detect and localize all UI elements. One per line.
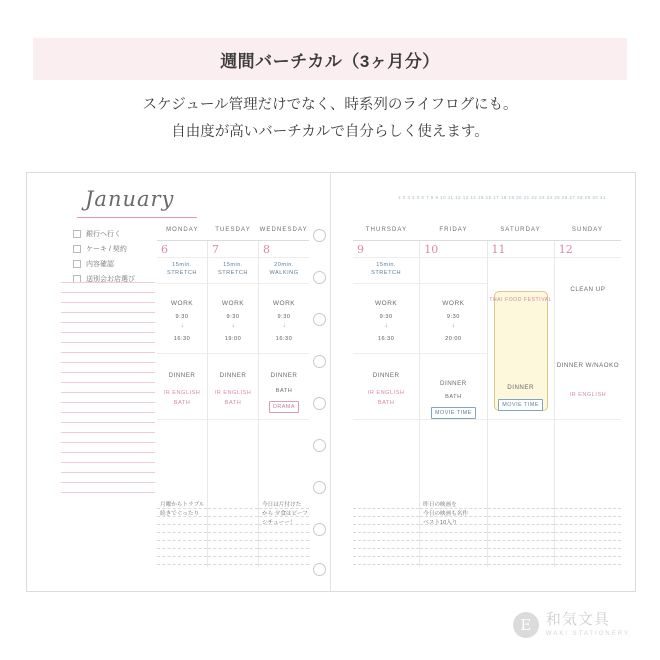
rule-line [61,323,155,333]
entry: 9:30 [226,314,240,320]
checklist-item[interactable] [73,229,165,239]
entry: DINNER [507,384,534,391]
checkbox-icon[interactable] [73,260,81,268]
lead-line-2: 自由度が高いバーチカルで自分らしく使えます。 [171,123,489,140]
entry: STRETCH [371,270,402,276]
memo-line: から 夕食はビーフ [262,511,308,517]
checklist-item[interactable] [73,259,165,269]
entry: DINNER [372,372,400,379]
memo-area[interactable] [353,501,419,563]
weekday-label: WEDNESDAY [258,227,309,241]
entry: DINNER [440,380,467,387]
checklist-label: ケーキ / 契約 [86,246,127,253]
day-number: 10 [424,243,439,256]
memo-line: シチューー！ [262,520,296,526]
rule-line [61,273,155,283]
day-number: 9 [357,243,364,256]
day-column-saturday[interactable] [488,241,555,567]
date-strip: 1 2 3 4 5 6 7 8 9 10 11 12 13 14 15 16 17 18 19 20 21 22 23 24 25 26 27 28 29 30 31 [398,195,606,200]
rule-line [61,453,155,463]
day-number: 6 [161,243,168,256]
weekday-label: MONDAY [157,227,208,241]
highlight-chip: MOVIE TIME [498,399,543,411]
entry: 15min. [223,262,243,268]
weekday-label: TUESDAY [208,227,259,241]
rule-line [61,363,155,373]
right-week-grid [353,227,621,567]
rule-line [61,373,155,383]
entry: 9:30 [446,314,460,320]
brand-mark-icon: E [513,612,539,638]
page-title: 週間バーチカル（3ヶ月分） [220,51,440,71]
weekday-label: SATURDAY [487,227,554,241]
watermark [513,612,630,638]
entry: 9:30 [277,314,291,320]
entry: 20min. [274,262,294,268]
memo-line: 月曜からトラブル [160,502,205,508]
memo-area[interactable] [259,501,309,563]
memo-area[interactable] [488,501,554,563]
entry: WORK [272,300,296,307]
rule-line [61,283,155,293]
memo-area[interactable] [555,501,621,563]
rule-line [61,333,155,343]
entry: STRETCH [218,270,248,276]
memo-line: 続きでぐったり [160,511,200,517]
day-column-wednesday[interactable]: 8 20min. WALKING WORK 9:30 ↓ 16:30 DINNER BATH DRAMA 今日は片付けた から 夕食はビーフ シチューー！ [259,241,309,567]
entry: 15min. [172,262,192,268]
rule-line [61,443,155,453]
month-underline [77,217,197,218]
memo-area[interactable] [157,501,207,563]
memo-line: ベスト10入り [423,520,458,526]
entry: STRETCH [167,270,197,276]
day-number: 8 [263,243,270,256]
entry: WORK [221,300,245,307]
section-title-bar [33,38,627,80]
entry: IR ENGLISH [367,390,405,396]
rule-line [61,393,155,403]
entry: 16:30 [275,336,293,342]
rule-line [61,463,155,473]
highlight-block [494,291,548,411]
checklist-label: 銀行へ行く [86,231,121,238]
weekday-header-row [353,227,621,241]
day-column-monday[interactable]: 6 15min. STRETCH WORK 9:30 ↓ 16:30 DINNER IR ENGLISH BATH 月曜からトラブル 続きでぐったり [157,241,208,567]
entry: IR ENGLISH [214,390,252,396]
checkbox-icon[interactable] [73,245,81,253]
rule-line [61,353,155,363]
entry: 9:30 [379,314,393,320]
entry: WORK [442,300,465,307]
checkbox-icon[interactable] [73,230,81,238]
weekday-label: FRIDAY [420,227,487,241]
entry: 19:00 [224,336,242,342]
rule-line [61,383,155,393]
entry: DINNER [219,372,247,379]
rule-line [61,423,155,433]
rule-line [61,473,155,483]
highlight-chip: MOVIE TIME [431,407,476,419]
checklist-label: 内容確認 [86,261,114,268]
highlight-chip: DRAMA [269,401,299,413]
day-column-tuesday[interactable]: 7 15min. STRETCH WORK 9:30 ↓ 19:00 DINNER IR ENGLISH BATH [208,241,259,567]
lead-line-1: スケジュール管理だけでなく、時系列のライフログにも。 [142,97,518,113]
entry: BATH [224,400,242,406]
entry: 9:30 [175,314,189,320]
entry: BATH [377,400,395,406]
entry: BATH [445,394,462,400]
rule-line [61,293,155,303]
entry: DINNER [168,372,196,379]
entry: 16:30 [173,336,191,342]
weekday-columns [157,241,309,567]
entry: THAI FOOD FESTIVAL [489,297,553,303]
entry: 15min. [376,262,397,268]
rule-line [61,303,155,313]
planner-spread [26,172,636,592]
brand-name-jp: 和気文具 [545,611,610,629]
memo-line: 昨日の映画を [423,502,457,508]
weekday-label: SUNDAY [554,227,621,241]
memo-line: 今日は片付けた [262,502,302,508]
memo-area[interactable] [420,501,486,563]
day-number: 7 [212,243,219,256]
rule-line [61,433,155,443]
day-column-thursday[interactable]: 9 15min. STRETCH WORK 9:30 ↓ 16:30 DINNER IR ENGLISH BATH [353,241,420,567]
entry: CLEAN UP [570,286,606,293]
entry: WORK [375,300,398,307]
checklist-label: 送別会お店選び [86,276,135,283]
entry: BATH [173,400,191,406]
entry: IR ENGLISH [163,390,201,396]
brand-name-en: WAKI STATIONERY [545,630,630,637]
left-week-grid [157,227,309,567]
checklist-item[interactable] [73,244,165,254]
day-number: 11 [491,243,506,256]
left-page [27,173,330,591]
entry: DINNER W/NAOKO [556,362,620,369]
memo-area[interactable] [208,501,258,563]
right-page [331,173,635,591]
rule-line [61,313,155,323]
memo-line: 今日の映画も名作 [423,511,469,517]
month-title: January [85,187,175,211]
entry: WORK [170,300,194,307]
weekday-label: THURSDAY [353,227,420,241]
day-column-sunday[interactable] [555,241,621,567]
day-number: 12 [558,243,573,256]
entry: 20:00 [445,336,462,342]
entry: 16:30 [377,336,395,342]
rule-line [61,413,155,423]
left-ruled-area [61,273,155,473]
entry: WALKING [269,270,299,276]
lead-text [0,92,660,146]
entry: DINNER [270,372,298,379]
rule-line [61,483,155,493]
weekday-columns [353,241,621,567]
entry: BATH [275,388,293,394]
rule-line [61,403,155,413]
day-column-friday[interactable]: 10 WORK 9:30 ↓ 20:00 DINNER BATH MOVIE TIME 昨日の映画を 今日の映画も名作 ベスト10入り [420,241,487,567]
rule-line [61,343,155,353]
entry: IR ENGLISH [569,392,607,398]
weekday-header-row [157,227,309,241]
